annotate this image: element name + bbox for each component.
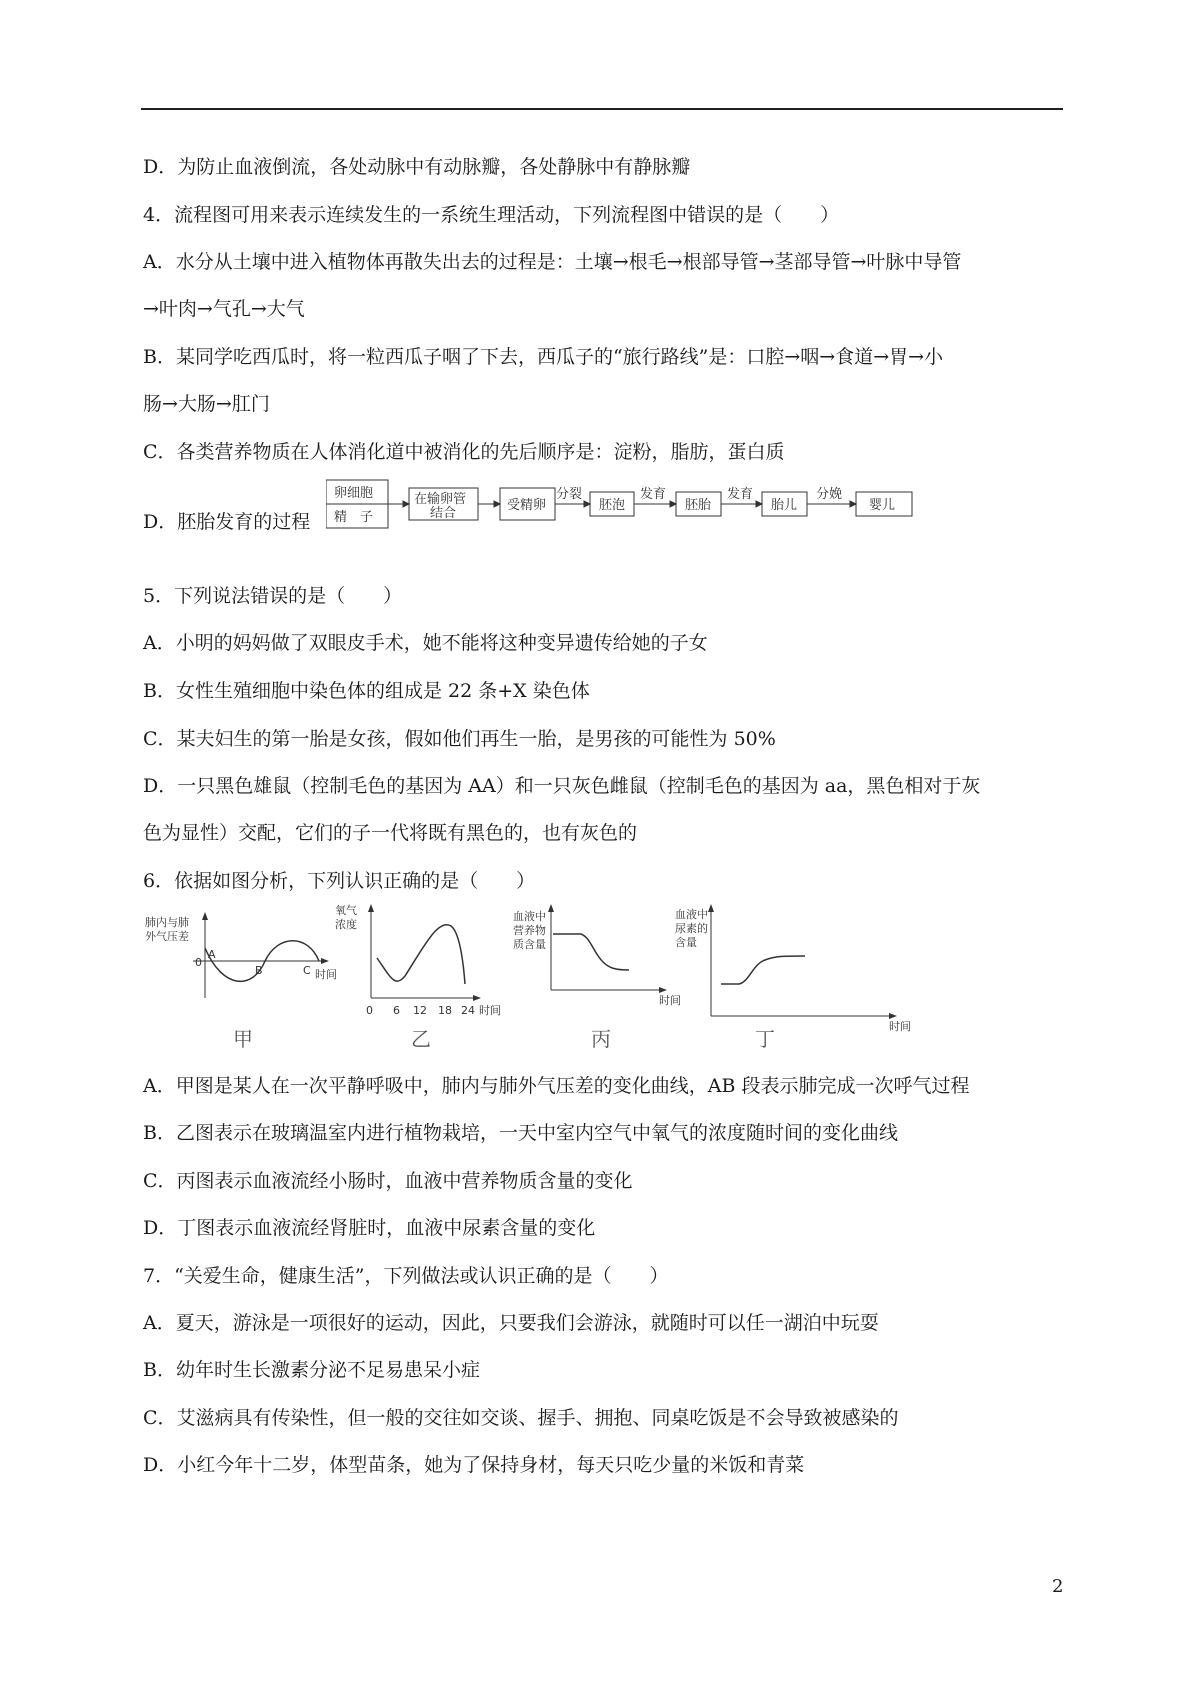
jia-caption: 甲 [233, 1027, 253, 1051]
flow-arrow2-label: 发育 [640, 487, 667, 502]
bing-ylabel-line3: 质含量 [513, 938, 546, 951]
jia-ylabel-line1: 肺内与肺 [145, 916, 189, 929]
q5-option-d-cont: 色为显性）交配，它们的子一代将既有黑色的，也有灰色的 [143, 822, 638, 844]
q5-option-a: A．小明的妈妈做了双眼皮手术，她不能将这种变异遗传给她的子女 [143, 632, 708, 654]
flow-fetus: 胎儿 [771, 498, 798, 513]
ding-ylabel-line1: 血液中 [675, 908, 708, 921]
bing-caption: 丙 [591, 1027, 611, 1051]
flow-baby: 婴儿 [869, 498, 896, 513]
jia-point-a: A [208, 948, 216, 961]
yi-xlabel: 时间 [479, 1004, 501, 1017]
q6-stem: 6．依据如图分析，下列认识正确的是（ ） [143, 870, 536, 892]
bing-ylabel-line2: 营养物 [513, 924, 546, 937]
yi-tick-0: 0 [366, 1004, 373, 1017]
q7-option-b: B．幼年时生长激素分泌不足易患呆小症 [143, 1359, 480, 1381]
jia-point-b: B [255, 964, 263, 977]
bing-xlabel: 时间 [659, 994, 681, 1007]
flow-arrow3-label: 发育 [727, 487, 754, 502]
yi-tick-24: 24 [461, 1004, 475, 1017]
jia-zero: 0 [195, 956, 202, 969]
page-number: 2 [1052, 1576, 1064, 1597]
q4-option-d: D．胚胎发育的过程 [143, 511, 311, 533]
graph-bing [513, 904, 681, 1051]
q7-option-c: C．艾滋病具有传染性，但一般的交往如交谈、握手、拥抱、同桌吃饭是不会导致被感染的 [143, 1407, 899, 1429]
yi-tick-18: 18 [438, 1004, 452, 1017]
q6-option-d: D．丁图表示血液流经肾脏时，血液中尿素含量的变化 [143, 1217, 596, 1239]
q5-option-c: C．某夫妇生的第一胎是女孩，假如他们再生一胎，是男孩的可能性为 50% [143, 728, 776, 750]
jia-ylabel-line2: 外气压差 [145, 930, 189, 943]
graph-jia [145, 912, 337, 1051]
yi-caption: 乙 [411, 1027, 431, 1051]
ding-xlabel: 时间 [889, 1020, 911, 1033]
graph-yi [335, 903, 501, 1051]
flow-step1-label: 在输卵管 [414, 492, 467, 507]
flow-zygote: 受精卵 [507, 498, 547, 513]
q4-option-c: C．各类营养物质在人体消化道中被消化的先后顺序是：淀粉，脂肪，蛋白质 [143, 441, 785, 463]
header-rule [141, 108, 1063, 110]
q4-stem: 4．流程图可用来表示连续发生的一系统生理活动，下列流程图中错误的是（ ） [143, 204, 840, 226]
q6-option-c: C．丙图表示血液流经小肠时，血液中营养物质含量的变化 [143, 1170, 633, 1192]
graph-ding [675, 904, 911, 1051]
q6-option-b: B．乙图表示在玻璃温室内进行植物栽培，一天中室内空气中氧气的浓度随时间的变化曲线 [143, 1122, 898, 1144]
q5-stem: 5．下列说法错误的是（ ） [143, 585, 403, 607]
flow-blastocyst: 胚泡 [599, 498, 626, 513]
q5-option-b: B．女性生殖细胞中染色体的组成是 22 条+X 染色体 [143, 680, 590, 702]
yi-tick-6: 6 [393, 1004, 400, 1017]
q7-option-d: D．小红今年十二岁，体型苗条，她为了保持身材，每天只吃少量的米饭和青菜 [143, 1454, 805, 1476]
flow-egg-label: 卵细胞 [334, 486, 374, 501]
yi-ylabel-line1: 氧气 [335, 904, 357, 917]
q5-option-d: D．一只黑色雄鼠（控制毛色的基因为 AA）和一只灰色雌鼠（控制毛色的基因为 aa，黑色相对于灰 [143, 775, 981, 797]
ding-ylabel-line3: 含量 [675, 936, 697, 949]
bing-ylabel-line1: 血液中 [513, 910, 546, 923]
q4-option-b-cont: 肠→大肠→肛门 [143, 393, 270, 415]
q7-stem: 7．“关爱生命，健康生活”，下列做法或认识正确的是（ ） [143, 1265, 669, 1287]
yi-tick-12: 12 [413, 1004, 427, 1017]
ding-ylabel-line2: 尿素的 [675, 922, 708, 935]
q6-option-a: A．甲图是某人在一次平静呼吸中，肺内与肺外气压差的变化曲线，AB 段表示肺完成一次呼气过程 [143, 1075, 970, 1097]
q7-option-a: A．夏天，游泳是一项很好的运动，因此，只要我们会游泳，就随时可以任一湖泊中玩耍 [143, 1312, 879, 1334]
jia-xlabel: 时间 [315, 968, 337, 981]
embryo-flowchart [326, 476, 920, 544]
flow-arrow1-label: 分裂 [556, 487, 583, 502]
flow-sperm-label: 精 子 [334, 510, 374, 525]
flow-embryo: 胚胎 [685, 498, 712, 513]
q4-option-a: A．水分从土壤中进入植物体再散失出去的过程是：土壤→根毛→根部导管→茎部导管→叶脉中导管 [143, 251, 962, 273]
yi-ylabel-line2: 浓度 [335, 918, 357, 931]
q6-graphs [143, 898, 923, 1056]
jia-point-c: C [303, 964, 311, 977]
q3-option-d: D．为防止血液倒流，各处动脉中有动脉瓣，各处静脉中有静脉瓣 [143, 156, 691, 178]
flow-arrow4-label: 分娩 [816, 487, 843, 502]
flow-step1-sub-label: 结合 [430, 506, 457, 521]
ding-caption: 丁 [755, 1027, 775, 1051]
q4-option-a-cont: →叶肉→气孔→大气 [143, 298, 305, 320]
q4-option-b: B．某同学吃西瓜时，将一粒西瓜子咽了下去，西瓜子的“旅行路线”是：口腔→咽→食道→胃→小 [143, 346, 944, 368]
